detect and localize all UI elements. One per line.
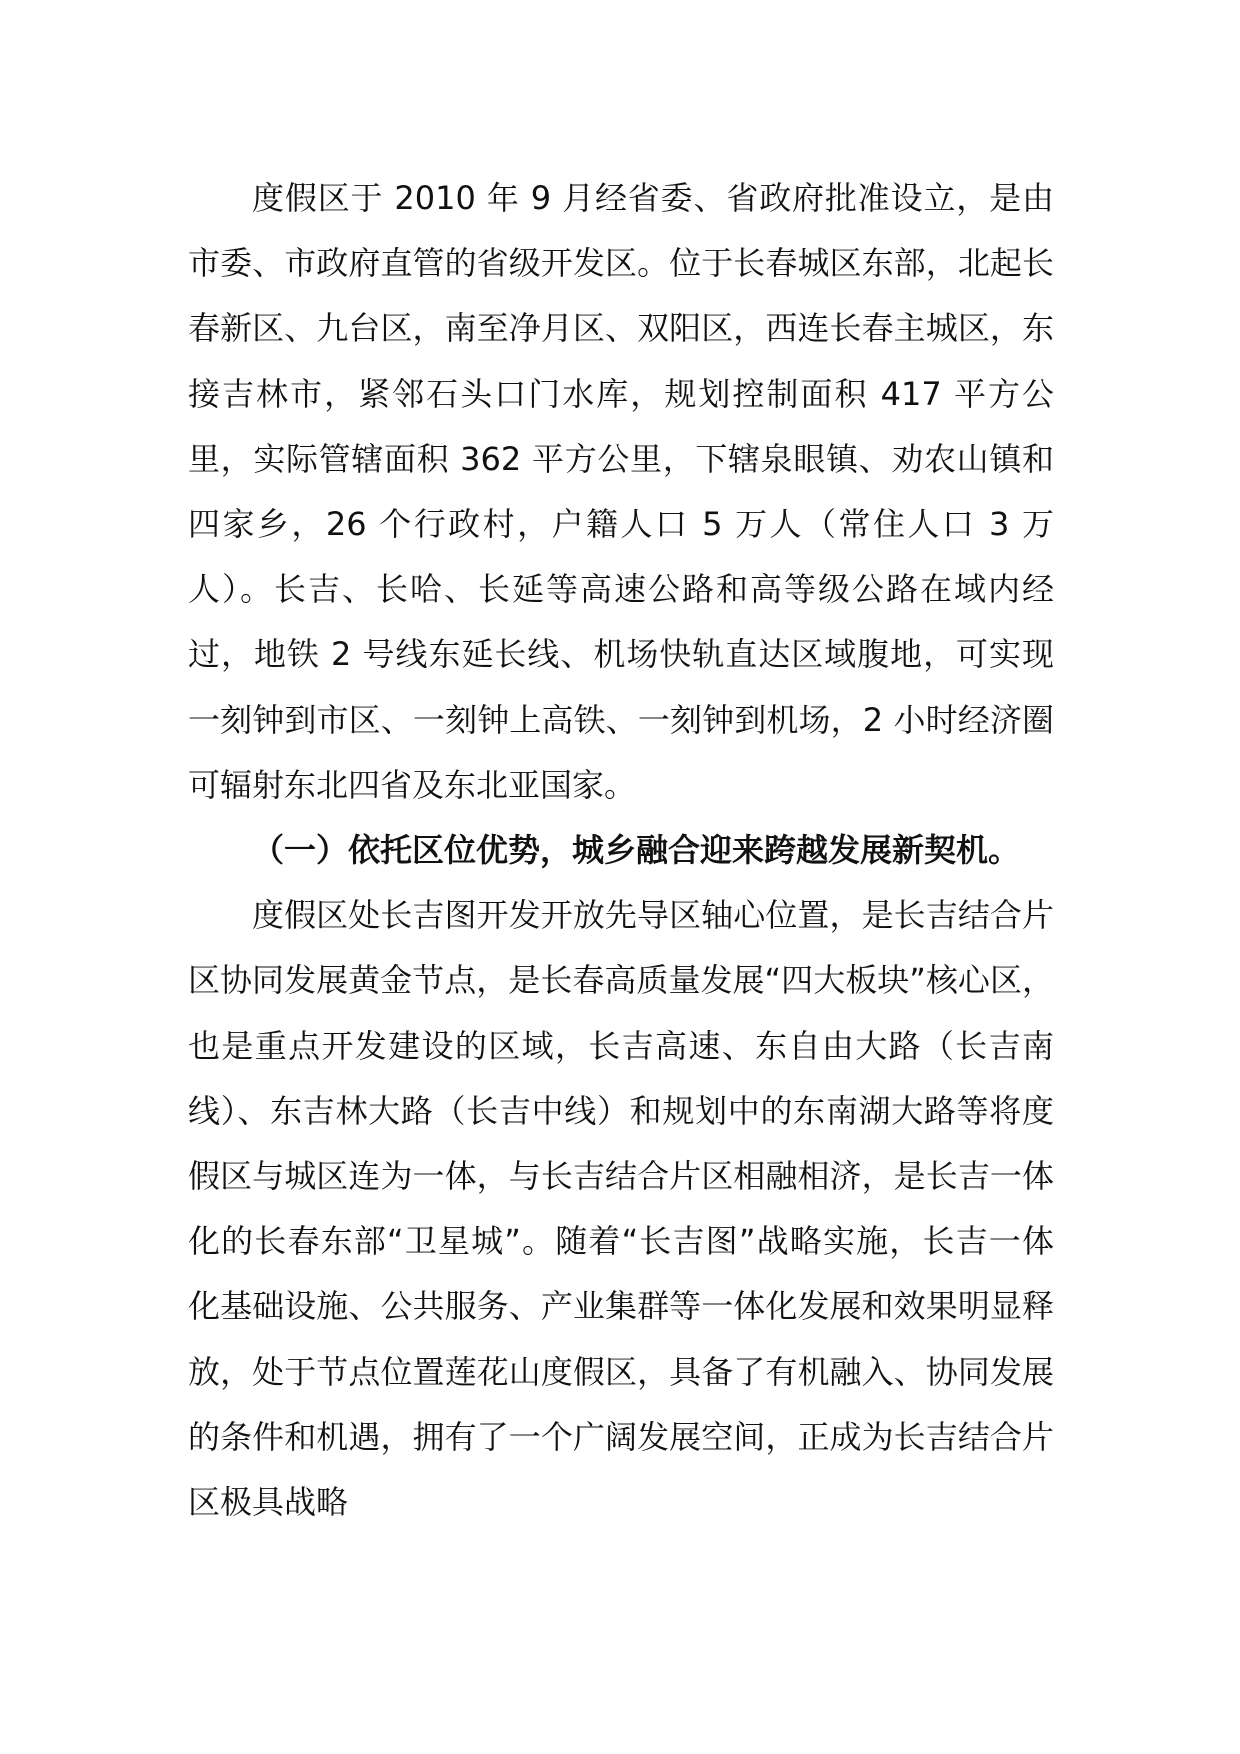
location-paragraph: 度假区处长吉图开发开放先导区轴心位置，是长吉结合片区协同发展黄金节点，是长春高质量发展“四大板块”核心区，也是重点开发建设的区域，长吉高速、东自由大路（长吉南线）、东吉林大路（长吉中线）和规划中的东南湖大路等将度假区与城区连为一体，与长吉结合片区相融相济，是长吉一体化的长春东部“卫星城”。随着“长吉图”战略实施，长吉一体化基础设施、公共服务、产业集群等一体化发展和效果明显释放，处于节点位置莲花山度假区，具备了有机融入、协同发展的条件和机遇，拥有了一个广阔发展空间，正成为长吉结合片区极具战略 <box>188 896 1054 1522</box>
intro-paragraph: 度假区于 2010 年 9 月经省委、省政府批准设立，是由市委、市政府直管的省级开发区。位于长春城区东部，北起长春新区、九台区，南至净月区、双阳区，西连长春主城区，东接吉林市，紧邻石头口门水库，规划控制面积 417 平方公里，实际管辖面积 362 平方公里，下辖泉眼镇、劝农山镇和四家乡，26 个行政村，户籍人口 5 万人（常住人口 3 万人）。长吉、长哈、长延等高速公路和高等级公路在域内经过，地铁 2 号线东延长线、机场快轨直达区域腹地，可实现一刻钟到市区、一刻钟上高铁、一刻钟到机场，2 小时经济圈可辐射东北四省及东北亚国家。 <box>188 179 1054 804</box>
document-page <box>188 166 1054 1535</box>
section-heading: （一）依托区位优势，城乡融合迎来跨越发展新契机。 <box>252 831 1021 870</box>
